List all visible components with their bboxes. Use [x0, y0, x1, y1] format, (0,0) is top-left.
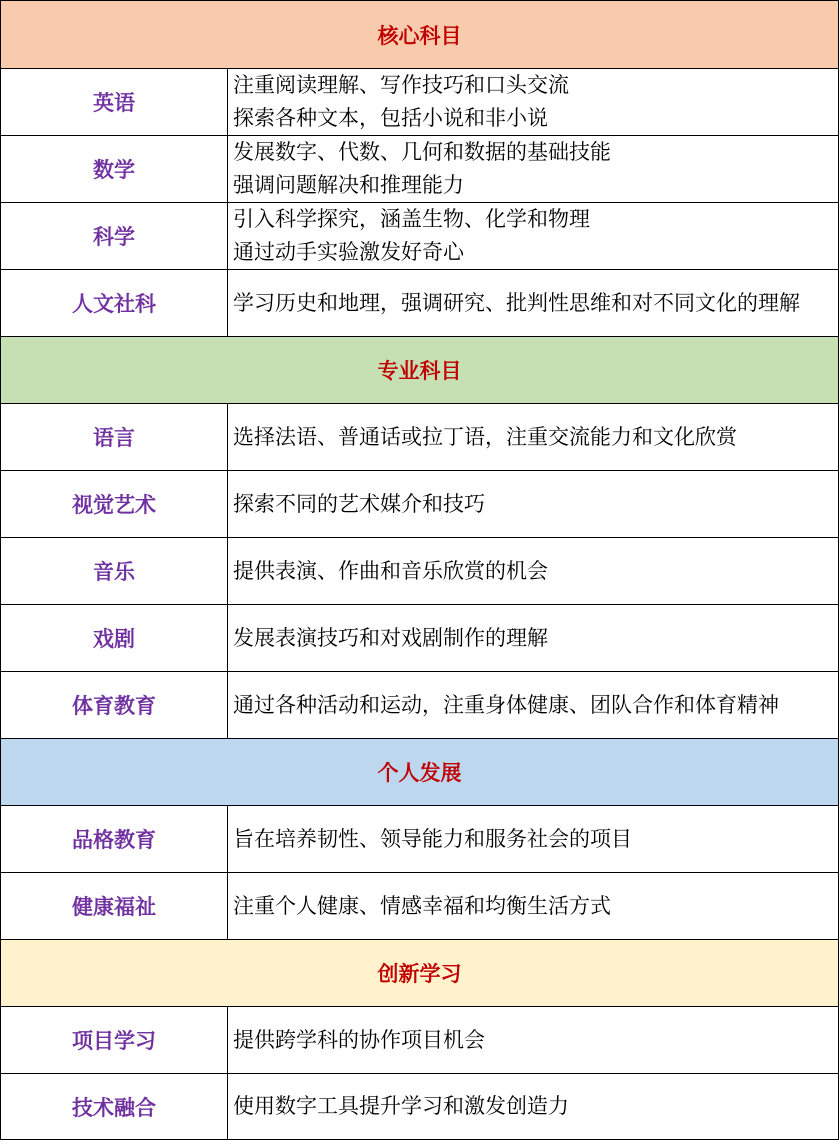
section-header-personal — [0, 738, 839, 805]
section-title: 核心科目 — [377, 23, 462, 48]
description-cell — [228, 1074, 838, 1139]
table-row — [0, 269, 839, 336]
description-cell — [228, 605, 838, 671]
subject-label: 项目学习 — [72, 1029, 156, 1053]
subject-cell — [1, 873, 228, 939]
subject-cell — [1, 471, 228, 537]
description-cell — [228, 1007, 838, 1073]
subject-cell — [1, 69, 228, 135]
section-header-core — [0, 0, 839, 68]
description-line: 注重阅读理解、写作技巧和口头交流 — [233, 73, 569, 97]
description-cell — [228, 136, 838, 202]
subject-label: 语言 — [93, 426, 135, 450]
subject-label: 健康福祉 — [72, 895, 156, 919]
description-line: 学习历史和地理，强调研究、批判性思维和对不同文化的理解 — [233, 290, 800, 315]
section-header-specialized — [0, 336, 839, 403]
description-cell — [228, 404, 838, 470]
table-row — [0, 537, 839, 604]
subject-label: 数学 — [93, 158, 135, 182]
section-title: 创新学习 — [377, 962, 462, 986]
subject-label: 英语 — [93, 91, 135, 115]
section-header-innovative — [0, 939, 839, 1006]
subject-cell — [1, 270, 228, 336]
subject-label: 体育教育 — [72, 694, 156, 718]
description-line: 使用数字工具提升学习和激发创造力 — [233, 1094, 569, 1118]
description-line: 发展表演技巧和对戏剧制作的理解 — [233, 625, 548, 650]
subject-cell — [1, 672, 228, 738]
subject-cell — [1, 605, 228, 671]
section-title: 个人发展 — [377, 761, 462, 785]
description-cell — [228, 672, 838, 738]
subject-cell — [1, 806, 228, 872]
table-row — [0, 202, 839, 269]
subject-cell — [1, 404, 228, 470]
description-line: 强调问题解决和推理能力 — [233, 173, 464, 197]
description-line: 通过各种活动和运动，注重身体健康、团队合作和体育精神 — [233, 692, 779, 717]
description-cell — [228, 806, 838, 872]
subject-cell — [1, 1074, 228, 1139]
subject-label: 戏剧 — [93, 627, 135, 651]
description-line: 探索各种文本，包括小说和非小说 — [233, 106, 548, 130]
description-line: 发展数字、代数、几何和数据的基础技能 — [233, 140, 611, 164]
description-line: 提供表演、作曲和音乐欣赏的机会 — [233, 558, 548, 583]
description-line: 通过动手实验激发好奇心 — [233, 240, 464, 264]
description-cell — [228, 471, 838, 537]
table-row — [0, 68, 839, 135]
subject-label: 视觉艺术 — [72, 493, 156, 517]
description-cell — [228, 203, 838, 269]
subject-label: 音乐 — [93, 560, 135, 584]
subject-label: 技术融合 — [72, 1095, 156, 1120]
subject-cell — [1, 203, 228, 269]
table-row — [0, 135, 839, 202]
description-line: 引入科学探究，涵盖生物、化学和物理 — [233, 207, 590, 231]
subject-label: 科学 — [93, 225, 135, 249]
table-row — [0, 403, 839, 470]
table-row — [0, 805, 839, 872]
description-cell — [228, 69, 838, 135]
description-line: 旨在培养韧性、领导能力和服务社会的项目 — [233, 826, 632, 851]
subject-label: 人文社科 — [72, 292, 156, 316]
table-row — [0, 470, 839, 537]
subject-cell — [1, 1007, 228, 1073]
section-title: 专业科目 — [377, 359, 462, 383]
subject-label: 品格教育 — [72, 828, 156, 852]
description-cell — [228, 873, 838, 939]
table-row — [0, 604, 839, 671]
table-row — [0, 1073, 839, 1140]
table-row — [0, 872, 839, 939]
description-cell — [228, 538, 838, 604]
description-line: 注重个人健康、情感幸福和均衡生活方式 — [233, 893, 611, 918]
description-line: 选择法语、普通话或拉丁语，注重交流能力和文化欣赏 — [233, 424, 737, 449]
description-cell — [228, 270, 838, 336]
description-line: 探索不同的艺术媒介和技巧 — [233, 491, 485, 516]
description-line: 提供跨学科的协作项目机会 — [233, 1027, 485, 1052]
table-row — [0, 1006, 839, 1073]
subject-cell — [1, 538, 228, 604]
table-row — [0, 671, 839, 738]
subject-cell — [1, 136, 228, 202]
